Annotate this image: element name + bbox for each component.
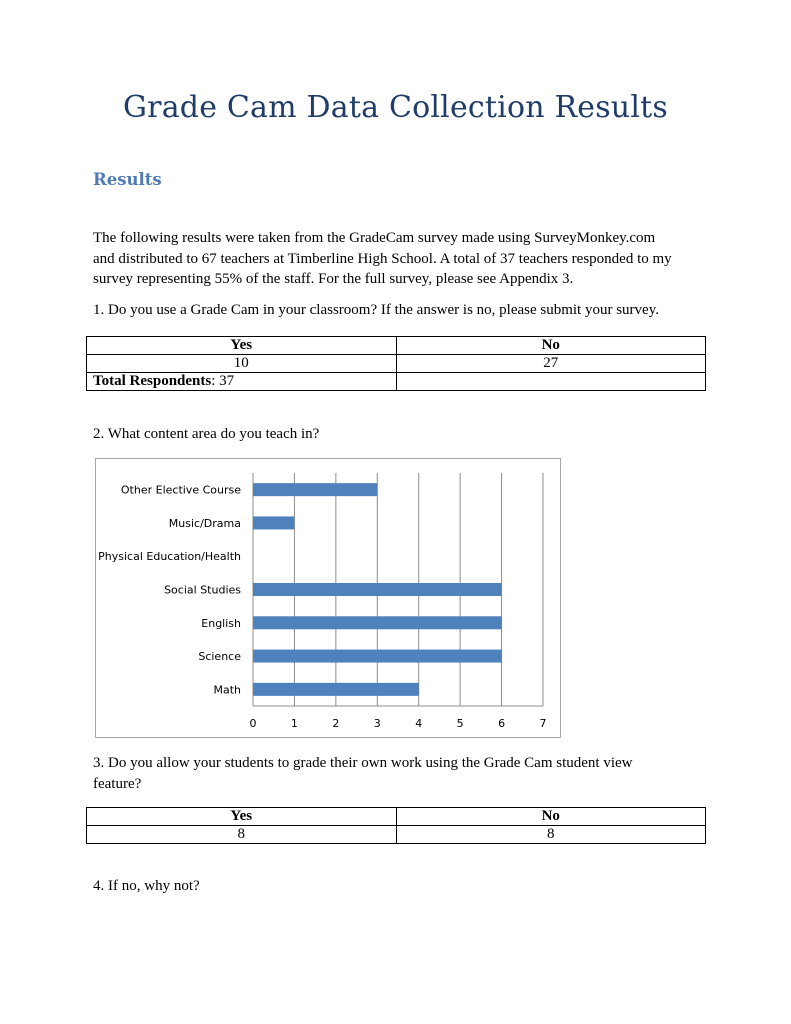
question-4: 4. If no, why not? xyxy=(93,878,200,894)
category-label: Other Elective Course xyxy=(120,483,241,497)
category-label: Science xyxy=(198,650,241,664)
table-row xyxy=(87,337,706,355)
total-respondents-cell xyxy=(87,373,397,391)
intro-paragraph xyxy=(93,228,713,290)
question-3 xyxy=(93,753,633,794)
question-2: 2. What content area do you teach in? xyxy=(93,426,320,442)
total-label: Total Respondents xyxy=(93,373,212,389)
yes-header: Yes xyxy=(87,808,397,826)
tick-label: 2 xyxy=(332,717,340,730)
tick-label: 1 xyxy=(290,717,298,730)
bar xyxy=(253,583,502,596)
no-count: 27 xyxy=(396,355,706,373)
tick-label: 7 xyxy=(539,717,547,730)
bar xyxy=(253,616,502,629)
category-label: English xyxy=(201,616,241,630)
page-title: Grade Cam Data Collection Results xyxy=(123,90,668,125)
no-header: No xyxy=(396,808,706,826)
bar xyxy=(253,650,502,663)
yes-count: 10 xyxy=(87,355,397,373)
yes-count: 8 xyxy=(87,826,397,844)
bar xyxy=(253,483,377,496)
category-label: Math xyxy=(213,683,241,697)
table-row xyxy=(87,355,706,373)
tick-label: 6 xyxy=(498,717,506,730)
tick-label: 5 xyxy=(456,717,464,730)
no-count: 8 xyxy=(396,826,706,844)
bar xyxy=(253,683,419,696)
intro-line: survey representing 55% of the staff. For the full survey, please see Appendix 3. xyxy=(93,271,574,287)
intro-line: The following results were taken from the GradeCam survey made using SurveyMonkey.com xyxy=(93,230,656,246)
section-heading: Results xyxy=(93,170,162,189)
question-3-line: 3. Do you allow your students to grade their own work using the Grade Cam student view xyxy=(93,755,633,771)
table-row xyxy=(87,808,706,826)
total-value: : 37 xyxy=(211,373,235,389)
table-row xyxy=(87,826,706,844)
tick-label: 3 xyxy=(373,717,381,730)
category-label: Social Studies xyxy=(164,583,241,597)
bar xyxy=(253,516,294,529)
question-3-line: feature? xyxy=(93,775,142,792)
chart-svg xyxy=(96,459,560,737)
content-area-chart xyxy=(95,458,561,738)
intro-line: and distributed to 67 teachers at Timberline High School. A total of 37 teachers responded to my xyxy=(93,250,672,267)
category-label: Physical Education/Health xyxy=(98,550,241,564)
table-row xyxy=(87,373,706,391)
question-1: 1. Do you use a Grade Cam in your classroom? If the answer is no, please submit your survey. xyxy=(93,302,659,318)
q3-results-table xyxy=(86,807,706,844)
yes-header: Yes xyxy=(87,337,397,355)
tick-label: 4 xyxy=(415,717,423,730)
category-label: Music/Drama xyxy=(168,516,241,530)
q1-results-table xyxy=(86,336,706,391)
tick-label: 0 xyxy=(249,717,257,730)
empty-cell xyxy=(396,373,706,391)
no-header: No xyxy=(396,337,706,355)
